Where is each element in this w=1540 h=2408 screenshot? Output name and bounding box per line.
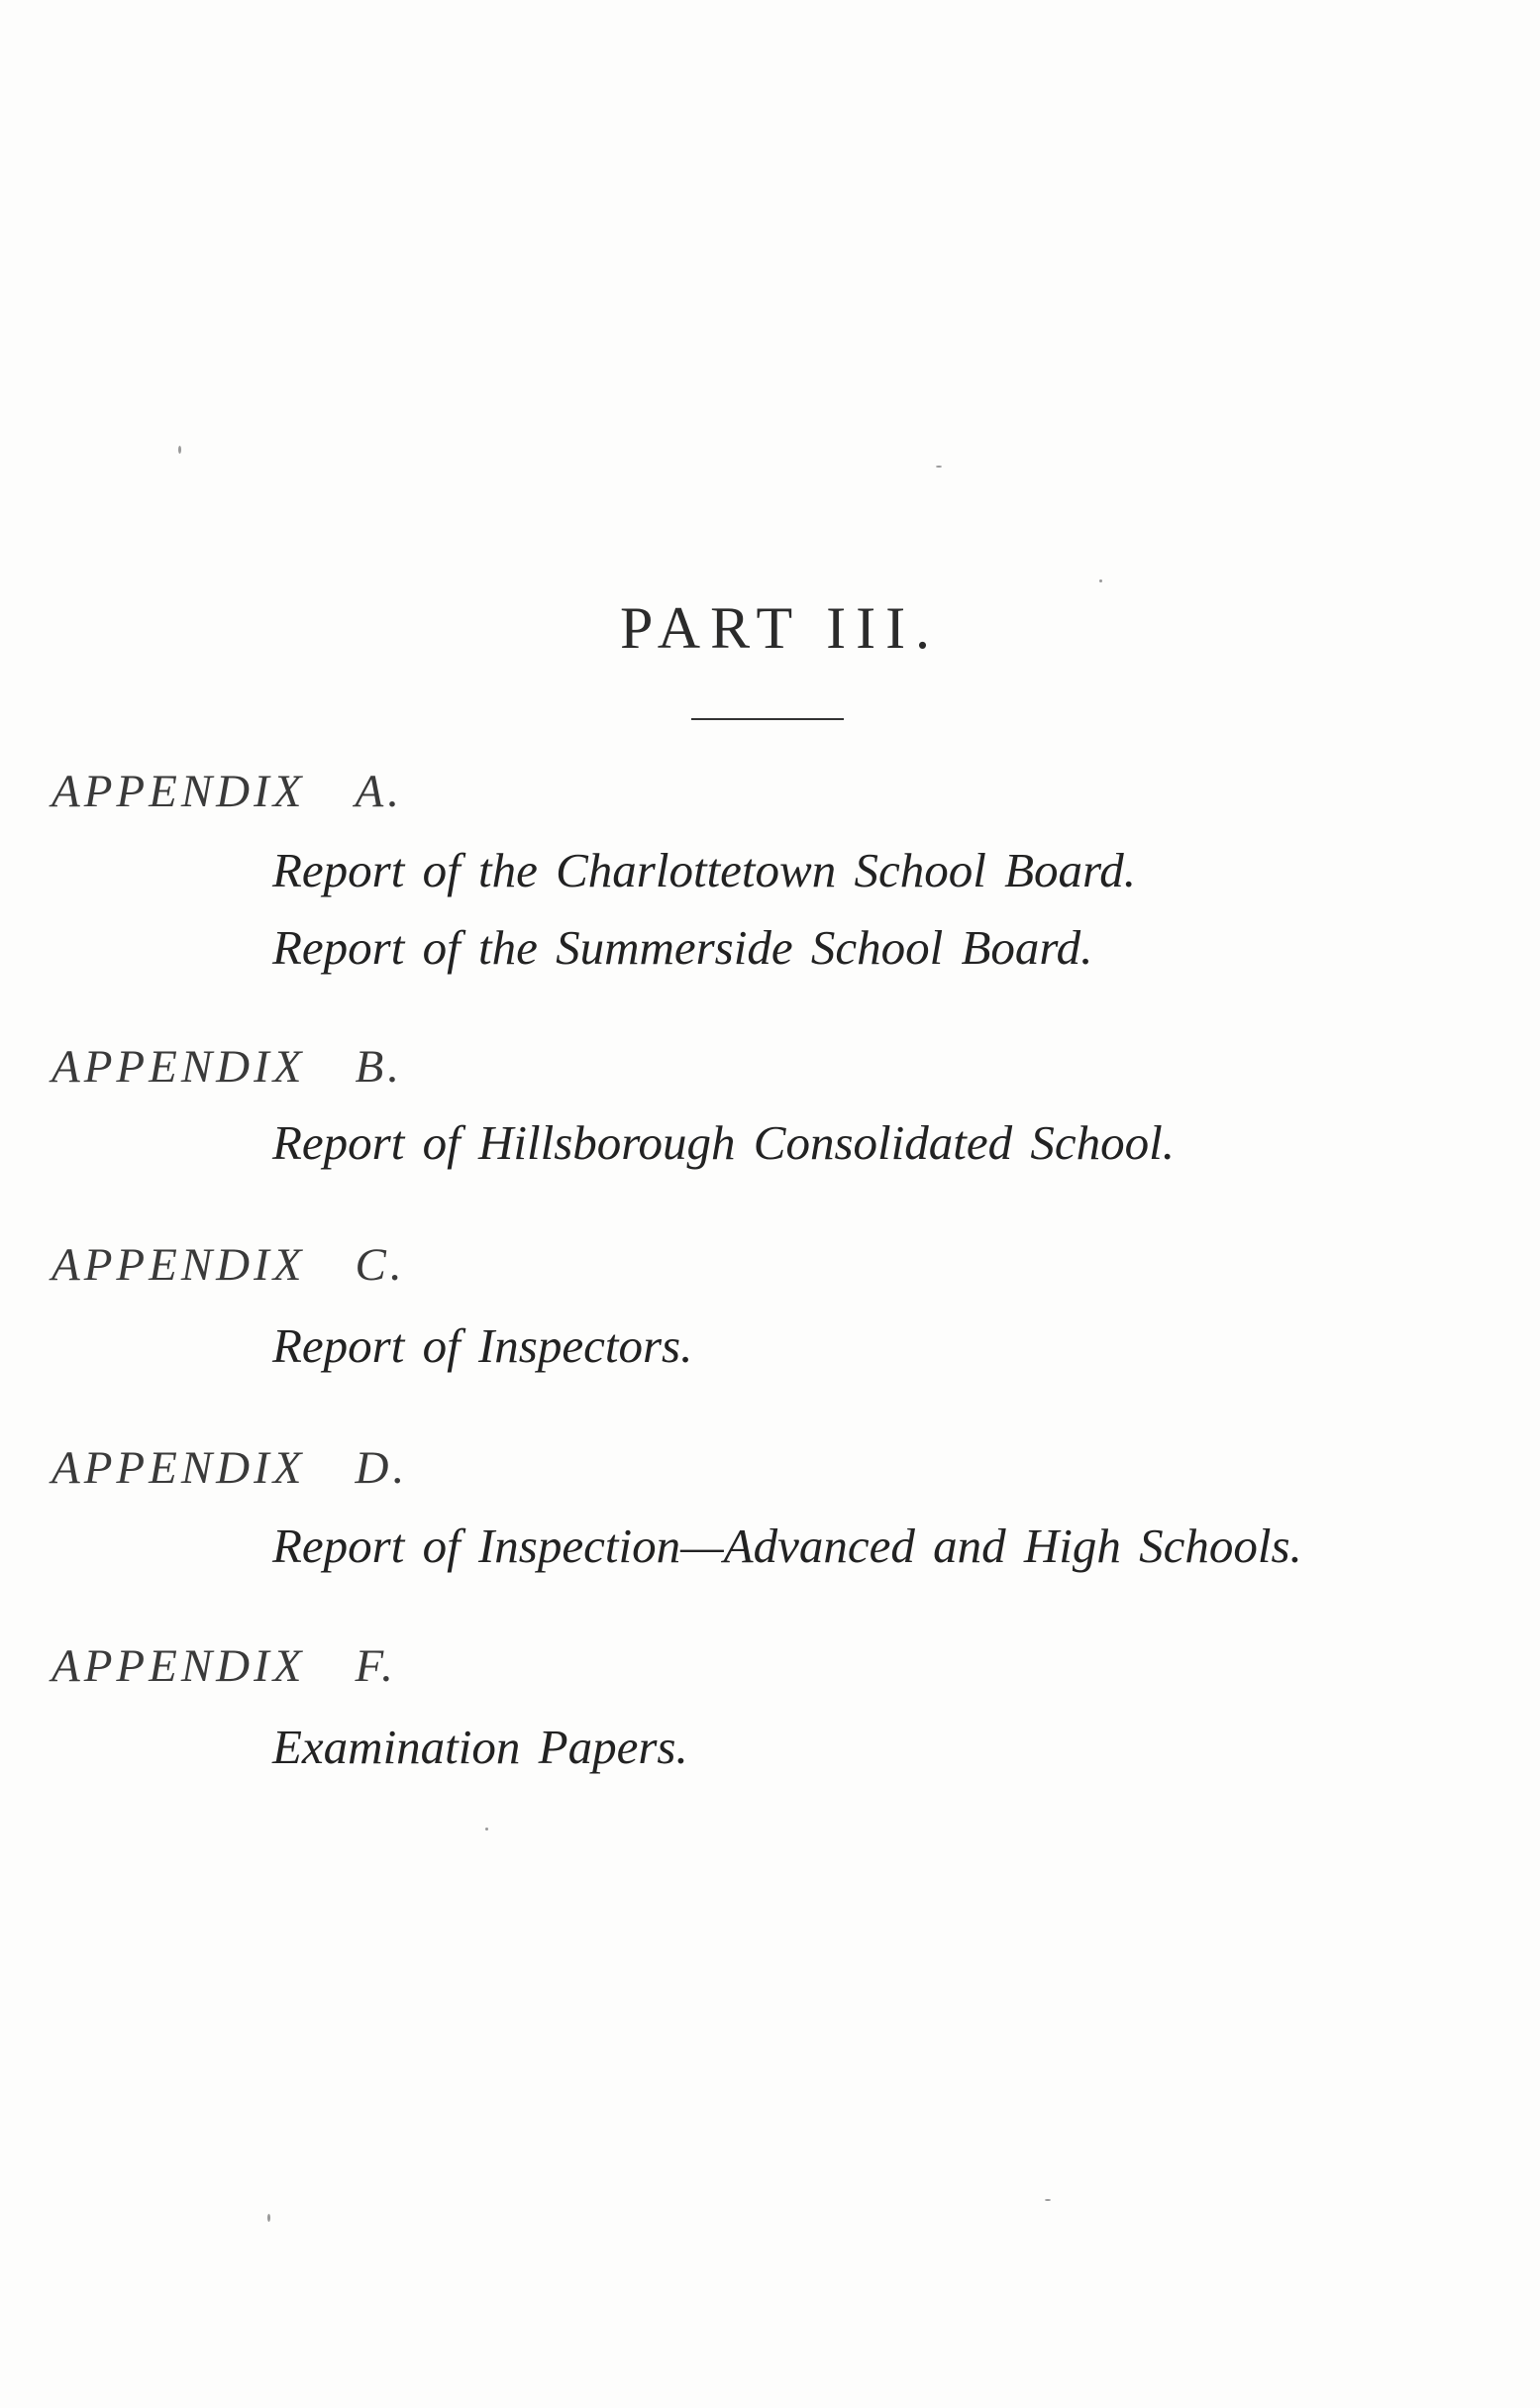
appendix-letter: B. [355,1041,403,1093]
title-rule [691,718,844,720]
appendix-c-heading [51,1238,406,1292]
scan-speck [1099,579,1102,582]
appendix-letter: F. [355,1640,397,1692]
appendix-d-item-1: Report of Inspection—Advanced and High Schools. [272,1518,1302,1573]
appendix-label: APPENDIX [51,766,306,817]
scan-speck [267,2214,270,2222]
appendix-a-item-2: Report of the Summerside School Board. [272,920,1093,975]
appendix-label: APPENDIX [51,1239,306,1291]
scan-speck [1045,2199,1051,2201]
appendix-f-heading [51,1639,397,1693]
appendix-letter: A. [355,766,403,817]
appendix-b-item-1: Report of Hillsborough Consolidated School. [272,1115,1175,1170]
appendix-letter: D. [355,1442,409,1494]
appendix-a-heading [51,765,403,818]
scan-speck [178,446,181,454]
part-title: PART III. [619,595,941,661]
appendix-label: APPENDIX [51,1041,306,1093]
appendix-letter: C. [355,1239,406,1291]
appendix-a-item-1: Report of the Charlottetown School Board. [272,843,1137,897]
appendix-label: APPENDIX [51,1442,306,1494]
appendix-d-heading [51,1441,408,1495]
appendix-b-heading [51,1040,403,1094]
appendix-c-item-1: Report of Inspectors. [272,1318,693,1373]
scan-speck [936,466,942,468]
appendix-label: APPENDIX [51,1640,306,1692]
scan-speck [485,1828,488,1831]
appendix-f-item-1: Examination Papers. [272,1720,688,1774]
